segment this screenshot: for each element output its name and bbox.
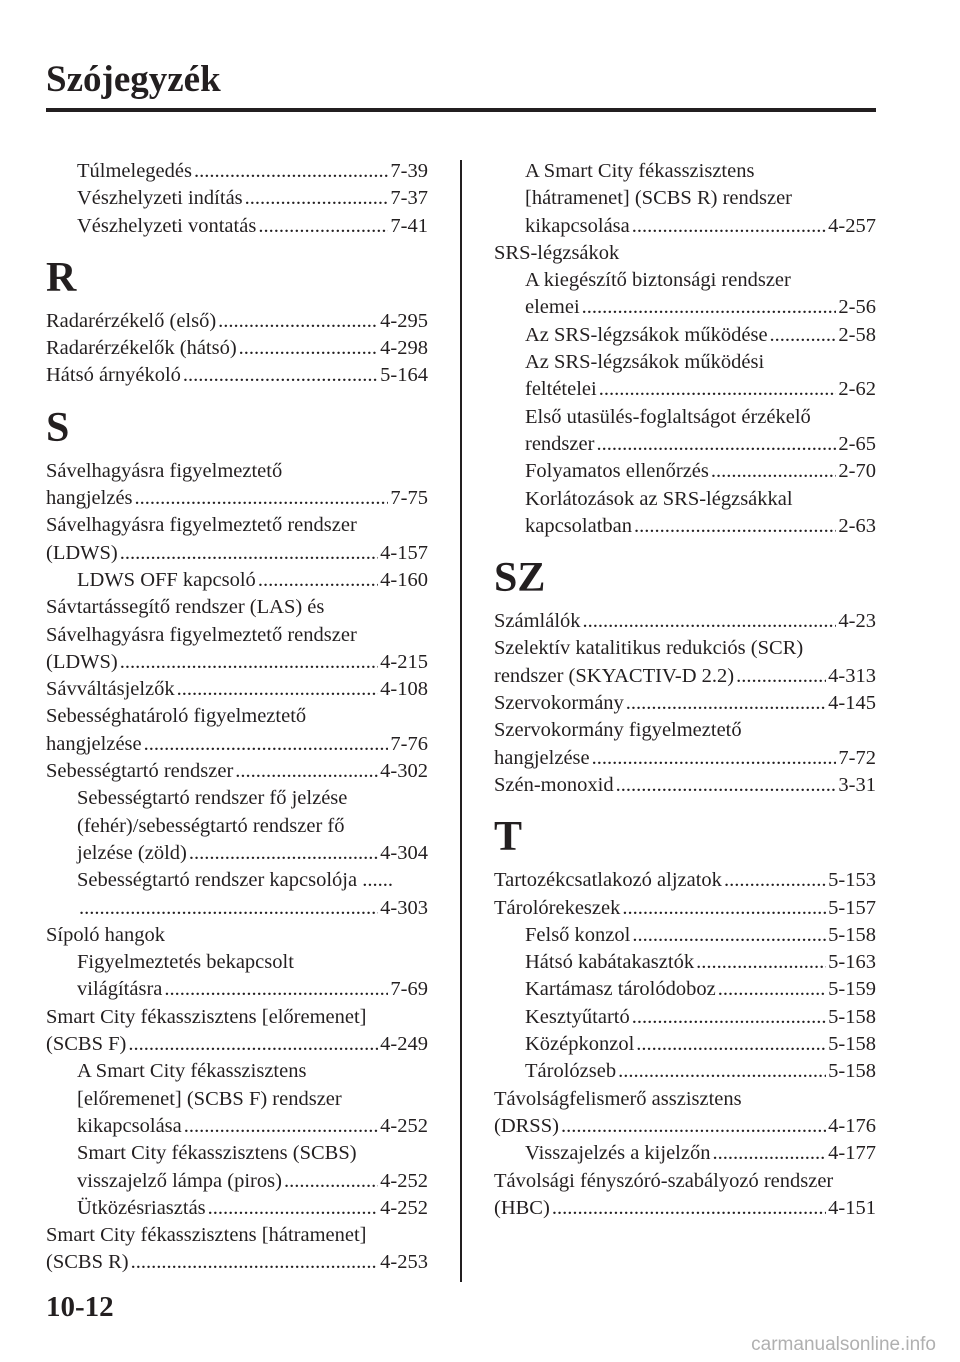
index-subentry — [494, 976, 876, 1003]
page-reference: 7-69 — [390, 978, 428, 1001]
entry-text: SRS-légzsákok — [494, 241, 620, 264]
page-reference: 4-252 — [380, 1196, 428, 1219]
index-subentry — [46, 867, 428, 922]
entry-text: (DRSS) — [494, 1114, 559, 1137]
entry-text: rendszer (SKYACTIV-D 2.2) — [494, 664, 735, 687]
entry-text: (SCBS F) — [46, 1033, 127, 1056]
entry-text: Az SRS-légzsákok működési — [525, 351, 765, 374]
entry-text: Sebességtartó rendszer kapcsolója ...... — [77, 869, 393, 892]
page-reference: 4-252 — [380, 1169, 428, 1192]
entry-text: Sebességtartó rendszer — [46, 760, 234, 783]
entry-text: Felső konzol — [525, 923, 631, 946]
page-reference: 5-157 — [828, 896, 876, 919]
index-entry — [46, 308, 428, 335]
entry-text: Szelektív katalitikus redukciós (SCR) — [494, 637, 804, 660]
dot-leader — [736, 663, 826, 690]
dot-leader — [724, 867, 826, 894]
index-entry — [494, 1086, 876, 1141]
page-reference: 2-56 — [838, 296, 876, 319]
entry-text: elemei — [525, 296, 580, 319]
dot-leader — [770, 322, 837, 349]
page-number: 10-12 — [46, 1291, 114, 1323]
page-reference: 4-252 — [380, 1114, 428, 1137]
dot-leader — [596, 431, 836, 458]
entry-text: A Smart City fékasszisztens — [77, 1060, 307, 1083]
index-subentry — [46, 213, 428, 240]
dot-leader — [561, 1113, 826, 1140]
section-letter: S — [46, 404, 70, 451]
dot-leader — [626, 690, 826, 717]
dot-leader — [235, 758, 378, 785]
page-reference: 4-304 — [380, 841, 428, 864]
index-entry — [494, 772, 876, 799]
dot-leader — [599, 376, 837, 403]
entry-text: Sípoló hangok — [46, 923, 166, 946]
index-subentry — [46, 1058, 428, 1140]
entry-text: Az SRS-légzsákok működése — [525, 323, 768, 346]
page-reference: 4-177 — [828, 1142, 876, 1165]
page-reference: 2-65 — [838, 432, 876, 455]
entry-text: Folyamatos ellenőrzés — [525, 460, 709, 483]
page-reference: 4-157 — [380, 541, 428, 564]
entry-text: Szén-monoxid — [494, 773, 614, 796]
index-entry — [46, 1004, 428, 1059]
page-reference: 7-37 — [390, 187, 428, 210]
entry-text: Ütközésriasztás — [77, 1196, 206, 1219]
entry-text: Számlálók — [494, 610, 581, 633]
index-subentry — [46, 1140, 428, 1195]
entry-text: Smart City fékasszisztens [előremenet] — [46, 1005, 367, 1028]
dot-leader — [622, 895, 826, 922]
index-subentry — [494, 1004, 876, 1031]
dot-leader — [284, 1168, 378, 1195]
entry-text: feltételei — [525, 378, 597, 401]
index-entry — [46, 512, 428, 567]
section-letter: T — [494, 814, 523, 861]
index-entry — [494, 867, 876, 894]
dot-leader — [208, 1195, 379, 1222]
dot-leader — [632, 922, 826, 949]
dot-leader — [177, 676, 379, 703]
section-letter: R — [46, 254, 77, 301]
dot-leader — [616, 772, 837, 799]
index-subentry — [46, 1195, 428, 1222]
dot-leader — [245, 185, 389, 212]
entry-text: Vészhelyzeti indítás — [77, 187, 243, 210]
index-entry — [46, 594, 428, 676]
entry-text: Sávelhagyásra figyelmeztető — [46, 459, 283, 482]
dot-leader — [552, 1195, 826, 1222]
entry-text: Sebességhatároló figyelmeztető — [46, 705, 307, 728]
page-reference: 2-62 — [838, 378, 876, 401]
column-divider — [460, 160, 462, 1282]
page-reference: 5-158 — [828, 1060, 876, 1083]
entry-text: Sávelhagyásra figyelmeztető rendszer — [46, 623, 357, 646]
entry-text: hangjelzése — [494, 746, 590, 769]
dot-leader — [632, 1004, 826, 1031]
index-subentry — [46, 785, 428, 867]
entry-text: Távolságfelismerő asszisztens — [494, 1087, 742, 1110]
page-reference: 4-108 — [380, 678, 428, 701]
index-entry — [46, 676, 428, 703]
page-reference: 4-303 — [380, 896, 428, 919]
index-entry — [494, 1168, 876, 1223]
title-rule — [46, 108, 876, 112]
index-subentry — [46, 949, 428, 1004]
entry-text: Hátsó kabátakasztók — [525, 951, 695, 974]
entry-text: kikapcsolása — [77, 1114, 182, 1137]
page-reference: 5-158 — [828, 923, 876, 946]
entry-text: jelzése (zöld) — [77, 841, 187, 864]
index-subentry — [494, 458, 876, 485]
entry-text: LDWS OFF kapcsoló — [77, 568, 256, 591]
index-column-right — [494, 158, 876, 1222]
page-reference: 7-75 — [390, 487, 428, 510]
entry-text: Hátsó árnyékoló — [46, 364, 181, 387]
index-entry — [494, 717, 876, 772]
index-entry — [494, 690, 876, 717]
page-reference: 4-151 — [828, 1196, 876, 1219]
page-reference: 4-160 — [380, 568, 428, 591]
dot-leader — [634, 513, 836, 540]
dot-leader — [131, 1249, 379, 1276]
index-subentry — [46, 158, 428, 185]
section-letter: SZ — [494, 555, 546, 602]
page-reference: 4-295 — [380, 309, 428, 332]
index-subentry — [494, 267, 876, 322]
dot-leader — [189, 840, 378, 867]
dot-leader — [79, 895, 378, 922]
index-entry — [494, 895, 876, 922]
dot-leader — [218, 308, 378, 335]
page-reference: 4-23 — [838, 610, 876, 633]
page-title: Szójegyzék — [46, 59, 221, 100]
page-reference: 4-145 — [828, 692, 876, 715]
dot-leader — [239, 335, 379, 362]
entry-text: Smart City fékasszisztens (SCBS) — [77, 1142, 357, 1165]
entry-text: Középkonzol — [525, 1033, 635, 1056]
index-entry — [494, 635, 876, 690]
entry-text: Radarérzékelők (hátsó) — [46, 337, 237, 360]
index-subentry — [494, 349, 876, 404]
dot-leader — [636, 1031, 826, 1058]
page-reference: 5-158 — [828, 1005, 876, 1028]
page-reference: 7-72 — [838, 746, 876, 769]
entry-text: Kartámasz tárolódoboz — [525, 978, 716, 1001]
dot-leader — [632, 213, 826, 240]
page-reference: 7-39 — [390, 160, 428, 182]
entry-text: Radarérzékelő (első) — [46, 309, 217, 332]
page-reference: 5-164 — [380, 364, 428, 387]
dot-leader — [184, 1113, 378, 1140]
page-reference: 3-31 — [838, 773, 876, 796]
entry-text: A Smart City fékasszisztens — [525, 160, 755, 182]
index-subentry — [46, 567, 428, 594]
dot-leader — [592, 745, 837, 772]
index-entry — [494, 608, 876, 635]
page-reference: 5-158 — [828, 1033, 876, 1056]
dot-leader — [128, 1031, 378, 1058]
entry-text: Szervokormány — [494, 692, 624, 715]
index-entry — [46, 335, 428, 362]
dot-leader — [135, 485, 389, 512]
index-entry — [46, 922, 428, 949]
entry-text: kikapcsolása — [525, 214, 630, 237]
entry-text: (LDWS) — [46, 650, 118, 673]
entry-text: Sebességtartó rendszer fő jelzése — [77, 787, 348, 810]
dot-leader — [712, 1140, 826, 1167]
entry-text: Sávelhagyásra figyelmeztető rendszer — [46, 514, 357, 537]
dot-leader — [696, 949, 826, 976]
page-reference: 2-70 — [838, 460, 876, 483]
entry-text: (SCBS R) — [46, 1251, 129, 1274]
index-subentry — [46, 185, 428, 212]
entry-text: Első utasülés-foglaltságot érzékelő — [525, 405, 811, 428]
index-entry — [46, 362, 428, 389]
entry-text: [hátramenet] (SCBS R) rendszer — [525, 187, 792, 210]
index-subentry — [494, 949, 876, 976]
dot-leader — [164, 976, 388, 1003]
entry-text: Visszajelzés a kijelzőn — [525, 1142, 711, 1165]
entry-text: világításra — [77, 978, 163, 1001]
entry-text: (HBC) — [494, 1196, 550, 1219]
dot-leader — [194, 158, 388, 185]
entry-text: Szervokormány figyelmeztető — [494, 719, 742, 742]
index-entry — [46, 1222, 428, 1277]
index-subentry — [494, 1140, 876, 1167]
entry-text: visszajelző lámpa (piros) — [77, 1169, 282, 1192]
entry-text: Sávváltásjelzők — [46, 678, 175, 701]
dot-leader — [183, 362, 378, 389]
dot-leader — [258, 567, 378, 594]
index-column-left — [46, 158, 428, 1277]
dot-leader — [718, 976, 826, 1003]
index-entry — [46, 703, 428, 758]
entry-text: A kiegészítő biztonsági rendszer — [525, 269, 791, 292]
index-subentry — [494, 1058, 876, 1085]
entry-text: Sávtartássegítő rendszer (LAS) és — [46, 596, 325, 619]
page-reference: 5-153 — [828, 869, 876, 892]
entry-text: Túlmelegedés — [77, 160, 192, 182]
entry-text: hangjelzése — [46, 732, 142, 755]
index-subentry — [494, 322, 876, 349]
page-reference: 4-313 — [828, 664, 876, 687]
index-entry — [46, 458, 428, 513]
entry-text: Tárolórekeszek — [494, 896, 621, 919]
index-subentry — [494, 922, 876, 949]
dot-leader — [258, 213, 388, 240]
entry-text: kapcsolatban — [525, 514, 633, 537]
entry-text: Tárolózseb — [525, 1060, 617, 1083]
index-subentry — [494, 158, 876, 240]
entry-text: (LDWS) — [46, 541, 118, 564]
page-reference: 2-58 — [838, 323, 876, 346]
index-entry — [494, 240, 876, 267]
page-reference: 7-41 — [390, 214, 428, 237]
page-reference: 4-302 — [380, 760, 428, 783]
watermark: carmanualsonline.info — [751, 1334, 936, 1355]
entry-text: hangjelzés — [46, 487, 133, 510]
index-entry — [46, 758, 428, 785]
index-subentry — [494, 404, 876, 459]
page-reference: 4-253 — [380, 1251, 428, 1274]
page-reference: 4-249 — [380, 1033, 428, 1056]
page-reference: 5-163 — [828, 951, 876, 974]
entry-text: Korlátozások az SRS-légzsákkal — [525, 487, 793, 510]
index-subentry — [494, 486, 876, 541]
dot-leader — [120, 649, 378, 676]
page-reference: 7-76 — [390, 732, 428, 755]
entry-text: Vészhelyzeti vontatás — [77, 214, 257, 237]
entry-text: rendszer — [525, 432, 595, 455]
page-reference: 4-176 — [828, 1114, 876, 1137]
dot-leader — [144, 731, 389, 758]
page-reference: 5-159 — [828, 978, 876, 1001]
entry-text: (fehér)/sebességtartó rendszer fő — [77, 814, 345, 837]
entry-text: Kesztyűtartó — [525, 1005, 630, 1028]
page-reference: 4-257 — [828, 214, 876, 237]
dot-leader — [583, 608, 837, 635]
entry-text: [előremenet] (SCBS F) rendszer — [77, 1087, 342, 1110]
index-subentry — [494, 1031, 876, 1058]
entry-text: Smart City fékasszisztens [hátramenet] — [46, 1224, 367, 1247]
dot-leader — [120, 540, 378, 567]
entry-text: Figyelmeztetés bekapcsolt — [77, 951, 294, 974]
entry-text: Tartozékcsatlakozó aljzatok — [494, 869, 722, 892]
page-reference: 4-298 — [380, 337, 428, 360]
dot-leader — [618, 1058, 826, 1085]
page-reference: 4-215 — [380, 650, 428, 673]
page-reference: 2-63 — [838, 514, 876, 537]
entry-text: Távolsági fényszóró-szabályozó rendszer — [494, 1169, 834, 1192]
dot-leader — [582, 294, 837, 321]
dot-leader — [711, 458, 837, 485]
